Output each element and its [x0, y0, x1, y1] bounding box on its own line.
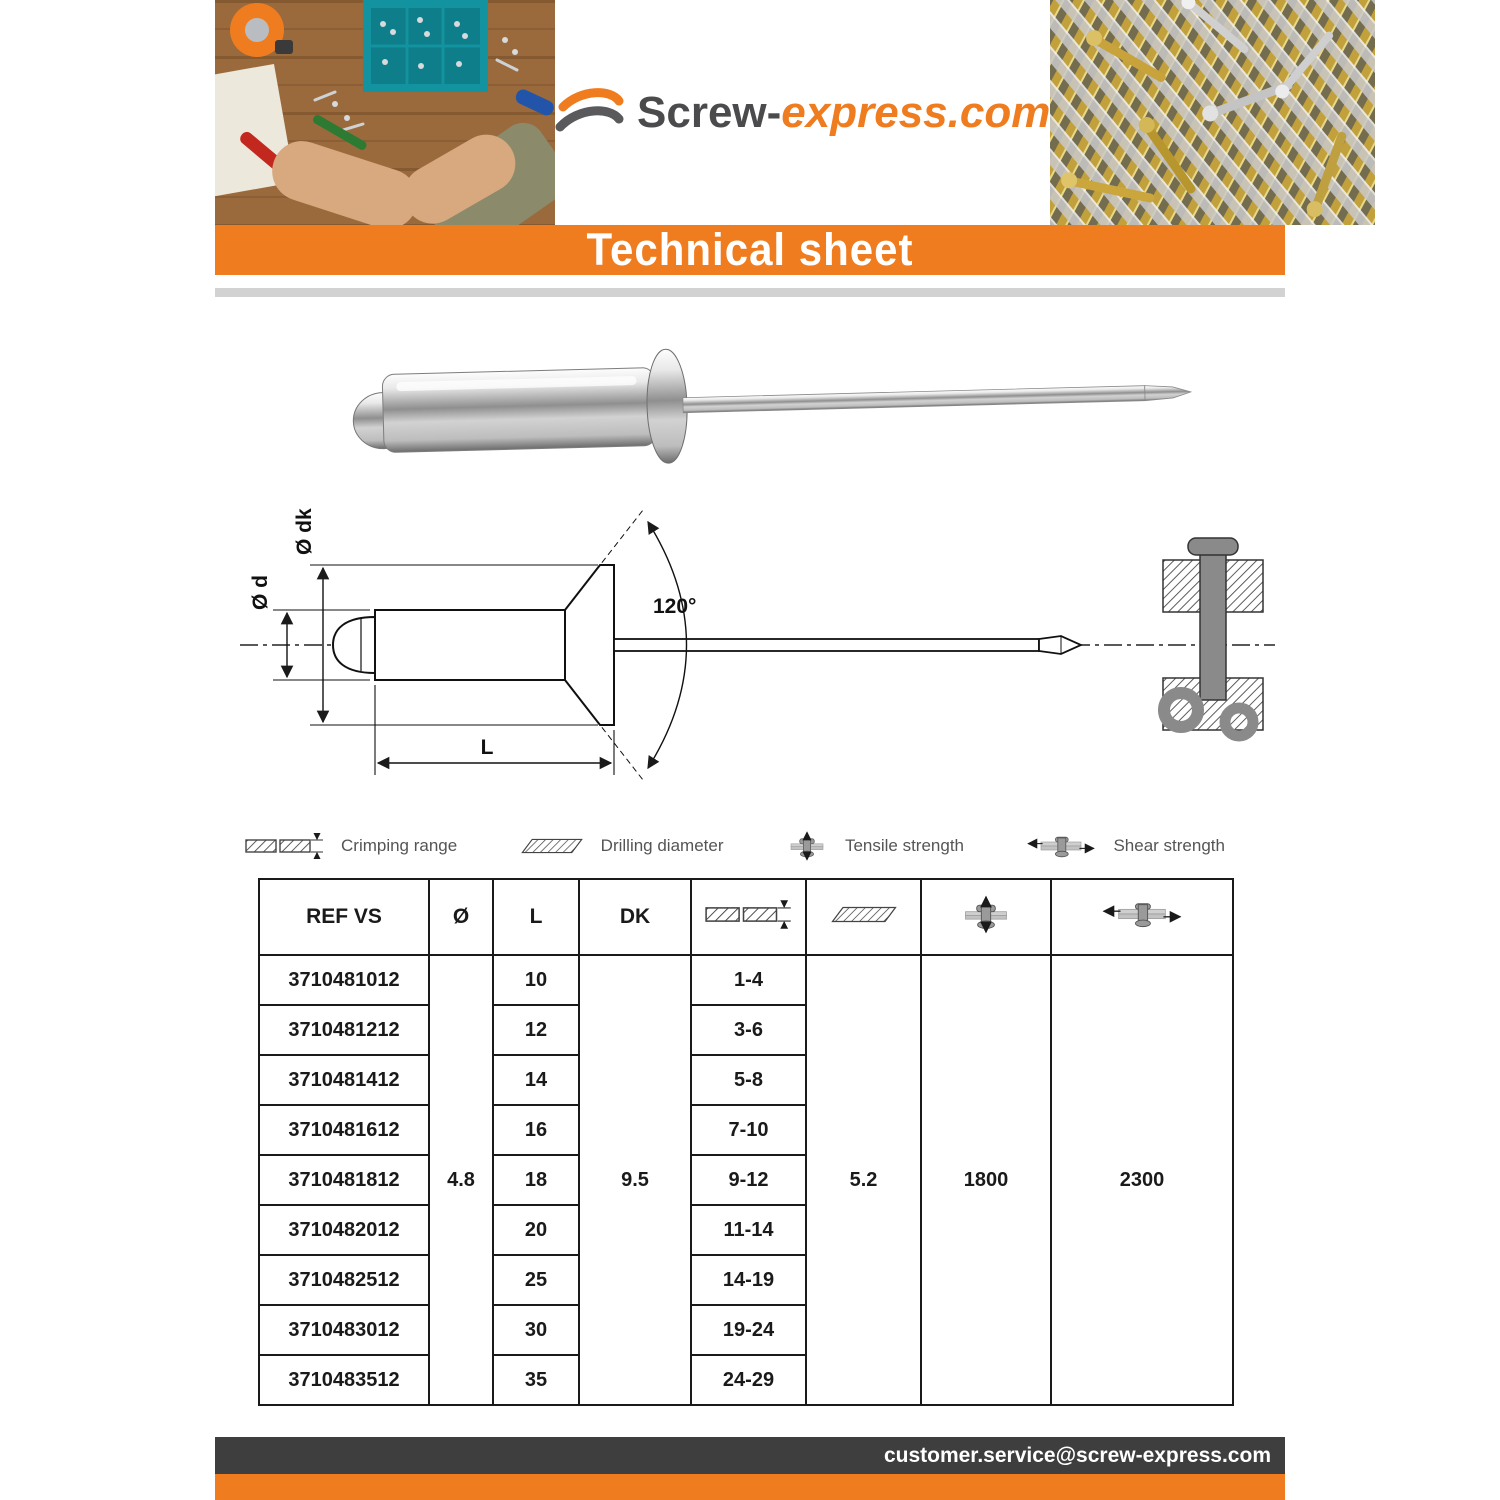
technical-sheet-page	[215, 0, 1285, 1500]
shear-cell: 2300	[1051, 955, 1233, 1405]
footer-bar	[215, 1437, 1285, 1474]
length-cell: 16	[493, 1105, 579, 1155]
diameter-cell: 4.8	[429, 955, 493, 1405]
tensile-cell: 1800	[921, 955, 1051, 1405]
header-crimping-range	[691, 879, 806, 955]
table-header-row	[259, 879, 1233, 955]
banner-underline	[215, 288, 1285, 297]
crimp-cell: 5-8	[691, 1055, 806, 1105]
mandrel-tip	[1039, 636, 1081, 654]
shear-strength-icon	[1025, 834, 1097, 858]
header-ref: REF VS	[259, 879, 429, 955]
spec-table	[258, 878, 1234, 1406]
mandrel-stem	[614, 639, 1039, 651]
mandrel-head	[333, 617, 375, 673]
crimping-range-icon	[705, 900, 793, 929]
legend-label: Crimping range	[341, 836, 458, 855]
rivet-photo-section	[215, 315, 1285, 480]
header-diameter: Ø	[429, 879, 493, 955]
drilling-diameter-icon	[519, 835, 585, 857]
crimp-cell: 24-29	[691, 1355, 806, 1405]
header-photo-right	[1050, 0, 1375, 225]
footer	[215, 1437, 1285, 1500]
length-cell: 30	[493, 1305, 579, 1355]
diameter-dk-label: Ø dk	[293, 508, 316, 555]
drilling-diameter-icon	[829, 903, 899, 926]
length-cell: 25	[493, 1255, 579, 1305]
crimp-cell: 7-10	[691, 1105, 806, 1155]
clinched-rivet-illustration	[1163, 538, 1263, 736]
length-label: L	[480, 736, 494, 759]
page-title: Technical sheet	[586, 224, 914, 275]
shear-strength-icon	[1100, 900, 1184, 928]
table-row	[259, 955, 1233, 1005]
ref-cell: 3710483012	[259, 1305, 429, 1355]
legend-label: Shear strength	[1113, 836, 1225, 855]
crimping-range-icon	[245, 833, 325, 859]
header	[215, 0, 1285, 225]
workbench-photo	[215, 0, 555, 225]
logo	[555, 0, 1050, 225]
technical-drawing	[215, 480, 1285, 810]
footer-email: customer.service@screw-express.com	[883, 1443, 1271, 1467]
legend-item-crimping-range	[245, 833, 457, 859]
screws-pile-photo	[1050, 0, 1375, 225]
drilling-cell: 5.2	[806, 955, 921, 1405]
header-length: L	[493, 879, 579, 955]
legend-item-tensile-strength	[785, 830, 964, 862]
crimp-cell: 3-6	[691, 1005, 806, 1055]
ref-cell: 3710481812	[259, 1155, 429, 1205]
crimp-cell: 1-4	[691, 955, 806, 1005]
header-dk: DK	[579, 879, 691, 955]
ref-cell: 3710482012	[259, 1205, 429, 1255]
logo-text-express: express.com	[781, 87, 1051, 137]
title-banner	[215, 225, 1285, 275]
ref-cell: 3710482512	[259, 1255, 429, 1305]
tensile-strength-icon	[958, 894, 1014, 935]
crimp-cell: 9-12	[691, 1155, 806, 1205]
ref-cell: 3710481012	[259, 955, 429, 1005]
logo-swoosh-icon	[555, 85, 625, 141]
dk-cell: 9.5	[579, 955, 691, 1405]
legend-item-drilling-diameter	[519, 835, 724, 857]
header-drilling-diameter	[806, 879, 921, 955]
header-shear-strength	[1051, 879, 1233, 955]
rivet-photo	[215, 315, 1285, 480]
length-cell: 20	[493, 1205, 579, 1255]
length-cell: 18	[493, 1155, 579, 1205]
legend-item-shear-strength	[1025, 834, 1225, 858]
header-photo-left	[215, 0, 555, 225]
length-cell: 12	[493, 1005, 579, 1055]
length-cell: 35	[493, 1355, 579, 1405]
crimp-cell: 11-14	[691, 1205, 806, 1255]
countersunk-head	[565, 565, 614, 725]
ref-cell: 3710481212	[259, 1005, 429, 1055]
legend-label: Tensile strength	[844, 836, 965, 855]
ref-cell: 3710481412	[259, 1055, 429, 1105]
legend-label: Drilling diameter	[600, 836, 724, 855]
tensile-strength-icon	[785, 830, 829, 862]
technical-drawing-section	[215, 480, 1285, 810]
length-cell: 10	[493, 955, 579, 1005]
angle-label: 120°	[653, 595, 697, 618]
logo-text	[637, 88, 1050, 138]
ref-cell: 3710483512	[259, 1355, 429, 1405]
crimp-cell: 19-24	[691, 1305, 806, 1355]
logo-text-screw: Screw-	[637, 87, 782, 137]
header-tensile-strength	[921, 879, 1051, 955]
legend	[215, 820, 1285, 872]
crimp-cell: 14-19	[691, 1255, 806, 1305]
footer-accent-bar	[215, 1474, 1285, 1500]
ref-cell: 3710481612	[259, 1105, 429, 1155]
rivet-body	[375, 610, 565, 680]
diameter-d-label: Ø d	[249, 575, 272, 610]
length-cell: 14	[493, 1055, 579, 1105]
